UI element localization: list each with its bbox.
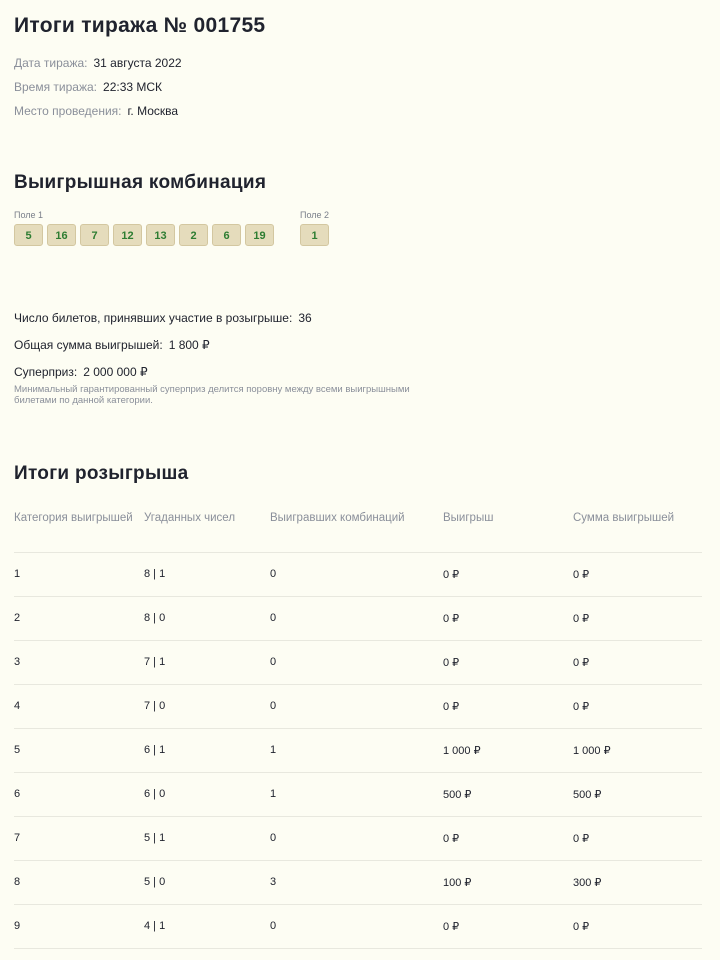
cell-winning-combos: 3 — [270, 860, 443, 904]
cell-prize-total: 0 ₽ — [573, 640, 702, 684]
cell-category: 9 — [14, 904, 144, 948]
draw-date-value: 31 августа 2022 — [93, 56, 182, 70]
cell-category: 4 — [14, 684, 144, 728]
cell-category: 1 — [14, 552, 144, 596]
draw-time-label: Время тиража: — [14, 80, 98, 94]
col-guessed: Угаданных чисел — [144, 506, 270, 552]
tickets-count-row — [14, 311, 312, 325]
cell-winning-combos: 0 — [270, 816, 443, 860]
total-winnings-value: 1 800 ₽ — [168, 338, 210, 352]
cell-prize: 0 ₽ — [443, 552, 573, 596]
cell-guessed: 8 | 1 — [144, 552, 270, 596]
cell-winning-combos: 0 — [270, 596, 443, 640]
number-ball: 2 — [179, 224, 208, 246]
cell-guessed: 4 | 1 — [144, 904, 270, 948]
cell-category: 2 — [14, 596, 144, 640]
cell-winning-combos: 0 — [270, 904, 443, 948]
cell-prize-total: 0 ₽ — [573, 552, 702, 596]
table-row — [14, 640, 702, 684]
field-2-label: Поле 2 — [300, 210, 330, 220]
cell-prize: 0 ₽ — [443, 596, 573, 640]
cell-prize: 0 ₽ — [443, 904, 573, 948]
number-ball: 6 — [212, 224, 241, 246]
cell-guessed: 6 | 0 — [144, 772, 270, 816]
cell-winning-combos: 0 — [270, 552, 443, 596]
cell-prize: 0 ₽ — [443, 640, 573, 684]
superprize-label: Суперприз: — [14, 365, 78, 379]
cell-winning-combos: 1 — [270, 728, 443, 772]
cell-winning-combos: 0 — [270, 640, 443, 684]
col-prize-total: Сумма выигрышей — [573, 506, 702, 552]
results-table — [14, 506, 702, 949]
superprize-row — [14, 365, 148, 379]
number-ball: 19 — [245, 224, 274, 246]
cell-category: 8 — [14, 860, 144, 904]
field-2-numbers — [300, 224, 329, 246]
cell-guessed: 8 | 0 — [144, 596, 270, 640]
draw-time-value: 22:33 МСК — [103, 80, 163, 94]
combination-title: Выигрышная комбинация — [14, 172, 267, 193]
table-header — [14, 506, 702, 552]
number-ball: 7 — [80, 224, 109, 246]
cell-guessed: 7 | 0 — [144, 684, 270, 728]
results-title: Итоги розыгрыша — [14, 463, 189, 484]
table-row — [14, 772, 702, 816]
cell-guessed: 5 | 0 — [144, 860, 270, 904]
cell-guessed: 6 | 1 — [144, 728, 270, 772]
draw-place-value: г. Москва — [127, 104, 179, 118]
draw-place-label: Место проведения: — [14, 104, 122, 118]
number-ball: 13 — [146, 224, 175, 246]
cell-prize-total: 300 ₽ — [573, 860, 702, 904]
cell-category: 7 — [14, 816, 144, 860]
cell-prize-total: 0 ₽ — [573, 904, 702, 948]
cell-prize-total: 0 ₽ — [573, 684, 702, 728]
cell-category: 6 — [14, 772, 144, 816]
table-row — [14, 816, 702, 860]
draw-time-row — [14, 80, 162, 94]
page-title: Итоги тиража № 001755 — [14, 14, 266, 37]
col-winning-combos: Выигравших комбинаций — [270, 506, 443, 552]
cell-prize: 500 ₽ — [443, 772, 573, 816]
number-ball: 5 — [14, 224, 43, 246]
table-row — [14, 596, 702, 640]
cell-winning-combos: 1 — [270, 772, 443, 816]
cell-prize: 0 ₽ — [443, 684, 573, 728]
cell-category: 5 — [14, 728, 144, 772]
draw-date-row — [14, 56, 182, 70]
number-ball: 12 — [113, 224, 142, 246]
table-row — [14, 684, 702, 728]
cell-guessed: 5 | 1 — [144, 816, 270, 860]
cell-prize: 1 000 ₽ — [443, 728, 573, 772]
cell-prize-total: 0 ₽ — [573, 816, 702, 860]
table-row — [14, 728, 702, 772]
col-category: Категория выигрышей — [14, 506, 144, 552]
superprize-note: Минимальный гарантированный суперприз делится поровну между всеми выигрышными билетами по данной категории. — [14, 384, 410, 406]
superprize-value: 2 000 000 ₽ — [83, 365, 148, 379]
draw-date-label: Дата тиража: — [14, 56, 88, 70]
cell-prize-total: 500 ₽ — [573, 772, 702, 816]
field-2 — [300, 210, 329, 246]
field-1 — [14, 210, 274, 246]
tickets-count-value: 36 — [298, 311, 312, 325]
table-row — [14, 904, 702, 948]
col-prize: Выигрыш — [443, 506, 573, 552]
table-row — [14, 860, 702, 904]
table-row — [14, 552, 702, 596]
total-winnings-row — [14, 338, 210, 352]
total-winnings-label: Общая сумма выигрышей: — [14, 338, 163, 352]
field-1-label: Поле 1 — [14, 210, 44, 220]
draw-place-row — [14, 104, 178, 118]
cell-prize: 100 ₽ — [443, 860, 573, 904]
cell-winning-combos: 0 — [270, 684, 443, 728]
tickets-count-label: Число билетов, принявших участие в розыгрыше: — [14, 311, 293, 325]
cell-category: 3 — [14, 640, 144, 684]
cell-prize-total: 0 ₽ — [573, 596, 702, 640]
number-ball: 1 — [300, 224, 329, 246]
number-ball: 16 — [47, 224, 76, 246]
cell-prize-total: 1 000 ₽ — [573, 728, 702, 772]
field-1-numbers — [14, 224, 274, 246]
cell-prize: 0 ₽ — [443, 816, 573, 860]
cell-guessed: 7 | 1 — [144, 640, 270, 684]
